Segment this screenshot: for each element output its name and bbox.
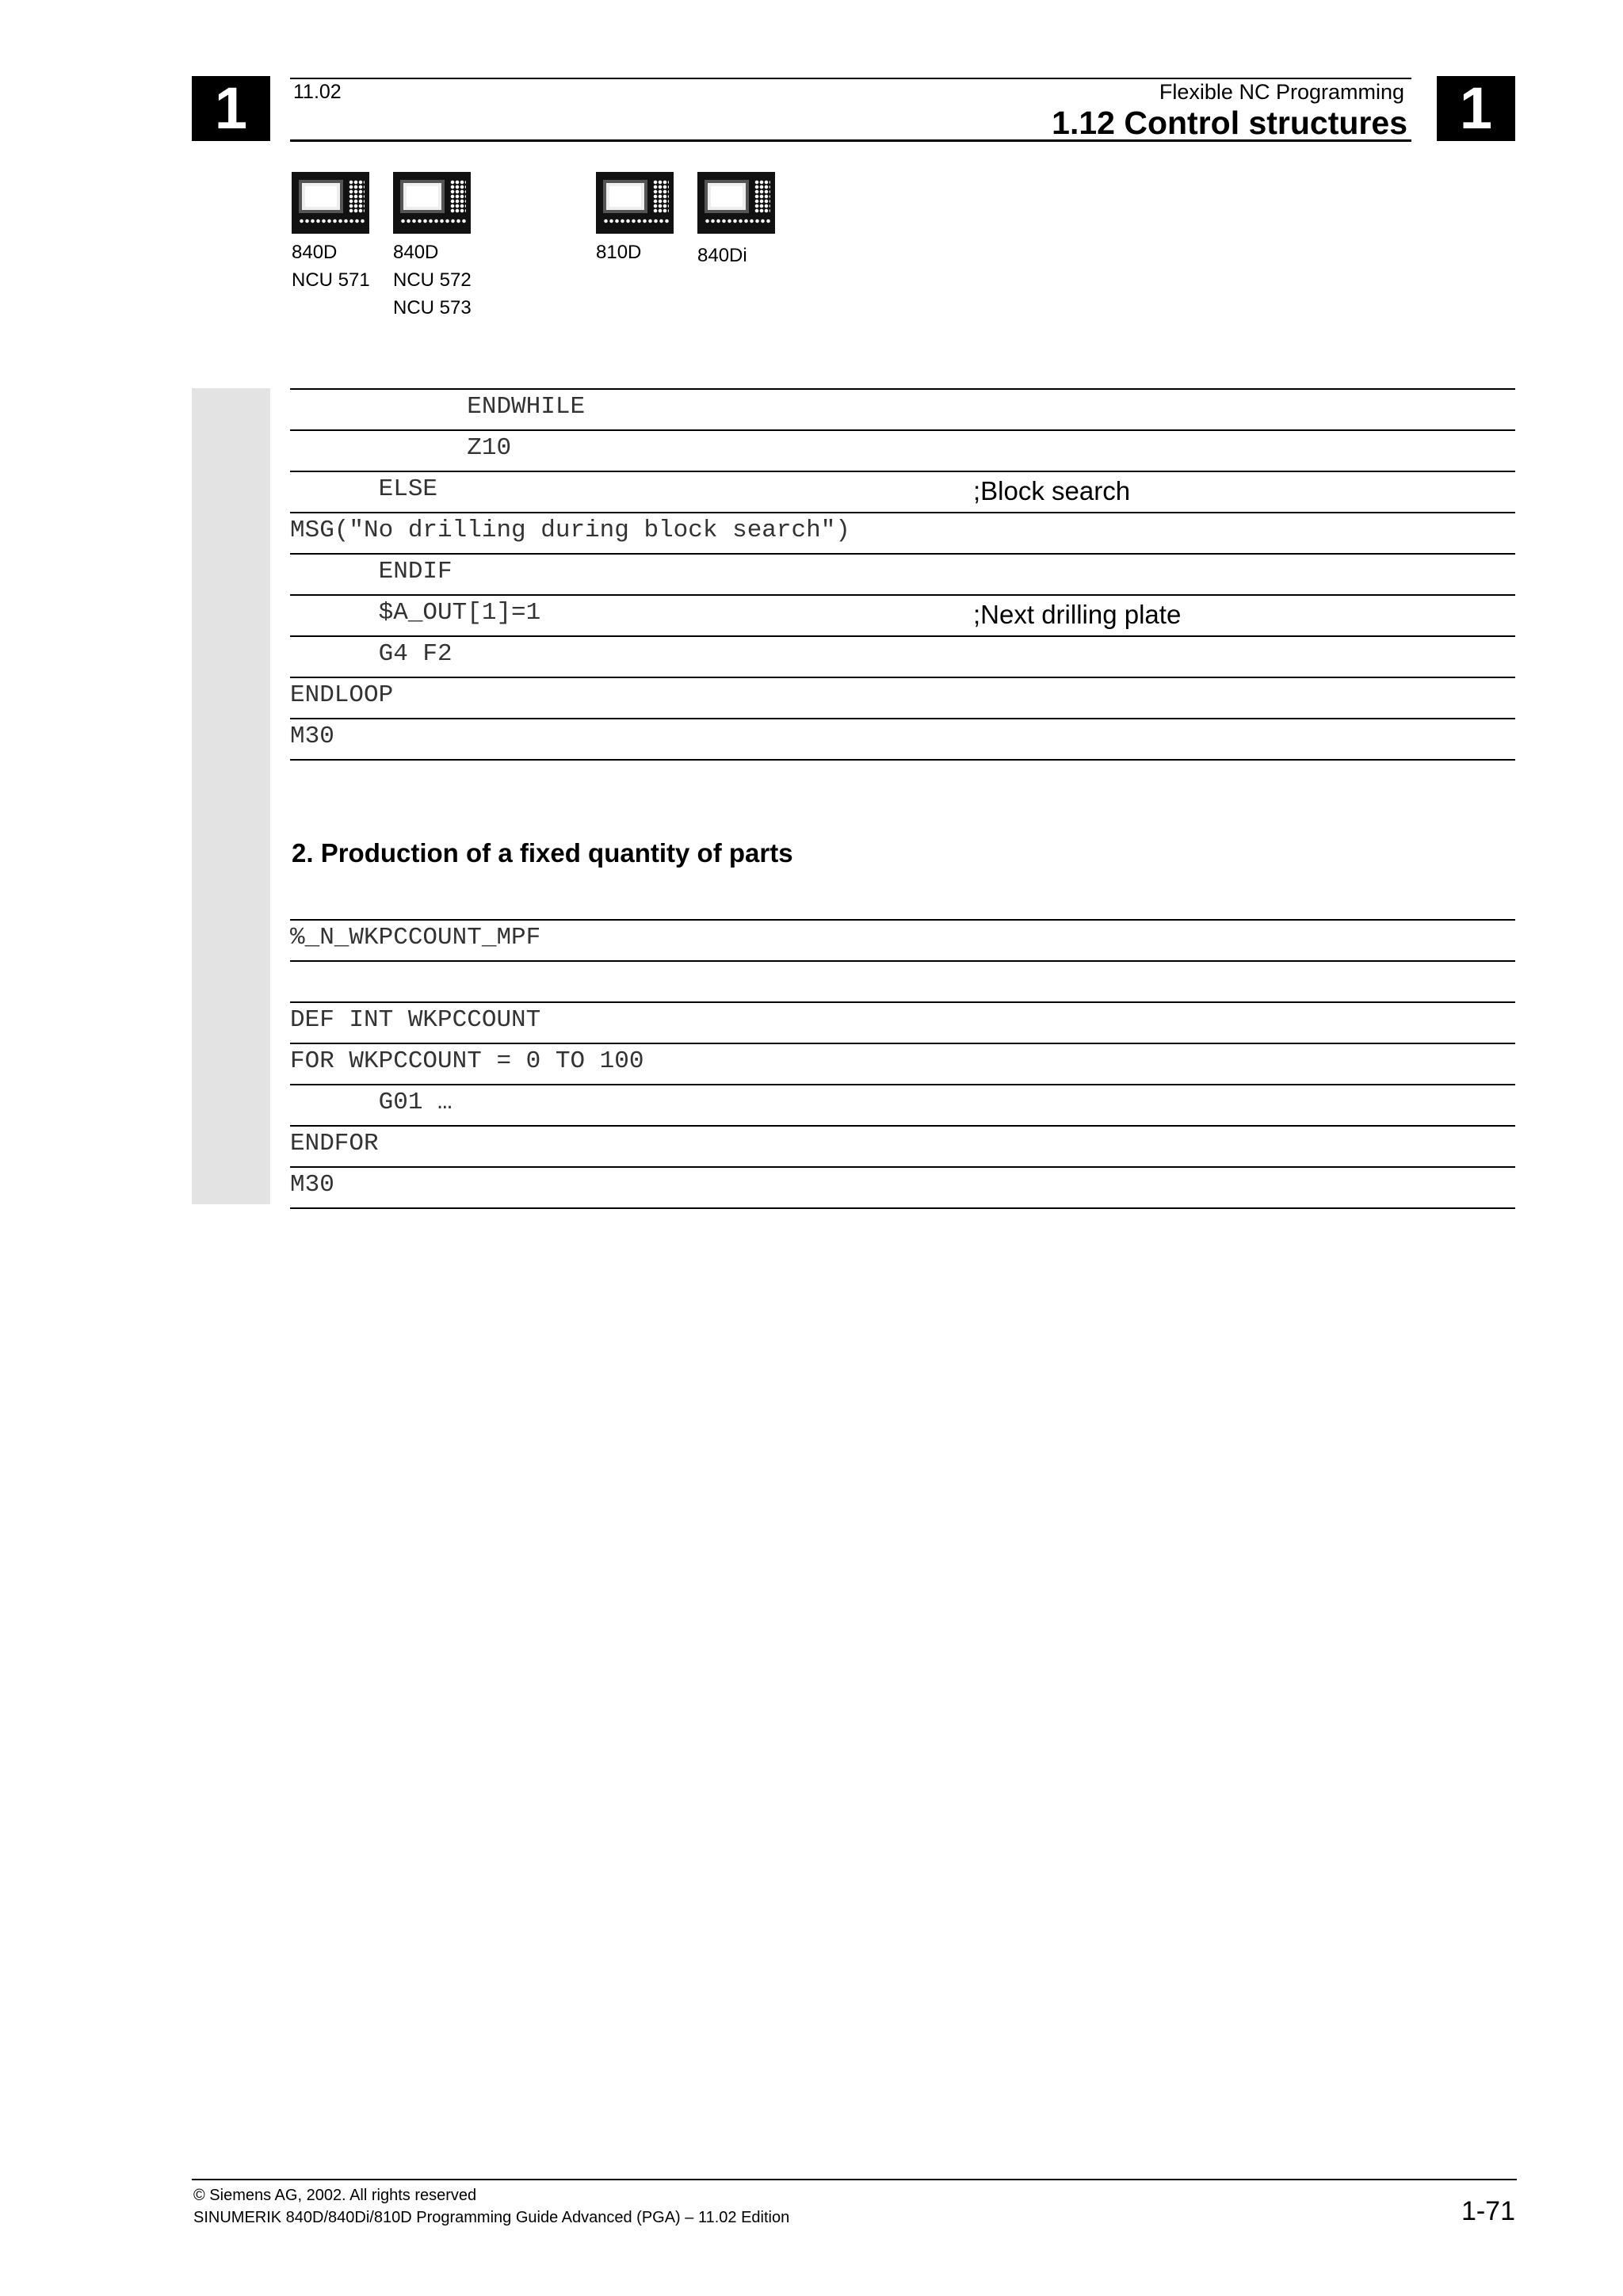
header-top-rule: [290, 78, 1411, 79]
code-row: %_N_WKPCCOUNT_MPF: [290, 919, 1515, 960]
controller-icon: [292, 172, 369, 234]
code-row: ENDIF: [290, 553, 1515, 594]
code-row: MSG("No drilling during block search"): [290, 512, 1515, 553]
code-row: G01 …: [290, 1084, 1515, 1125]
footer-document-title: SINUMERIK 840D/840Di/810D Programming Guide Advanced (PGA) – 11.02 Edition: [193, 2209, 790, 2226]
code-row: ENDLOOP: [290, 677, 1515, 718]
control-840d-ncu571: [292, 172, 370, 294]
code-table-2: [290, 919, 1515, 1209]
code-row: ENDWHILE: [290, 388, 1515, 429]
code-row: FOR WKPCCOUNT = 0 TO 100: [290, 1043, 1515, 1084]
page-title: 1.12 Control structures: [1052, 105, 1407, 141]
code-table-1: [290, 388, 1515, 761]
page-number: 1-71: [1461, 2196, 1515, 2226]
controller-icon: [697, 172, 775, 234]
code-row: G4 F2: [290, 635, 1515, 677]
control-labels: 840D NCU 571: [292, 242, 370, 291]
footer-rule: [192, 2179, 1517, 2180]
code-row: DEF INT WKPCCOUNT: [290, 1001, 1515, 1043]
example-heading: 2. Production of a fixed quantity of parts: [292, 838, 793, 868]
code-row: ENDFOR: [290, 1125, 1515, 1166]
example-margin-bar: [192, 388, 270, 1204]
control-labels: 840D NCU 572 NCU 573: [393, 242, 472, 318]
control-labels: 810D: [596, 242, 642, 263]
code-row: M30: [290, 1166, 1515, 1209]
controller-icon: [596, 172, 674, 234]
code-row: [290, 960, 1515, 1001]
control-810d: [596, 172, 674, 266]
header-date: 11.02: [293, 81, 342, 103]
code-row: M30: [290, 718, 1515, 761]
chapter-number-left: 1: [192, 76, 270, 141]
control-labels: 840Di: [697, 245, 747, 266]
code-row: ELSE ;Block search: [290, 471, 1515, 512]
controller-icon: [393, 172, 471, 234]
code-row: Z10: [290, 429, 1515, 471]
code-row: $A_OUT[1]=1 ;Next drilling plate: [290, 594, 1515, 635]
footer-copyright: © Siemens AG, 2002. All rights reserved: [193, 2187, 477, 2204]
header-section: Flexible NC Programming: [1159, 80, 1404, 104]
chapter-number-right: 1: [1437, 76, 1515, 141]
control-840d-ncu572: [393, 172, 472, 322]
control-840di: [697, 172, 775, 269]
